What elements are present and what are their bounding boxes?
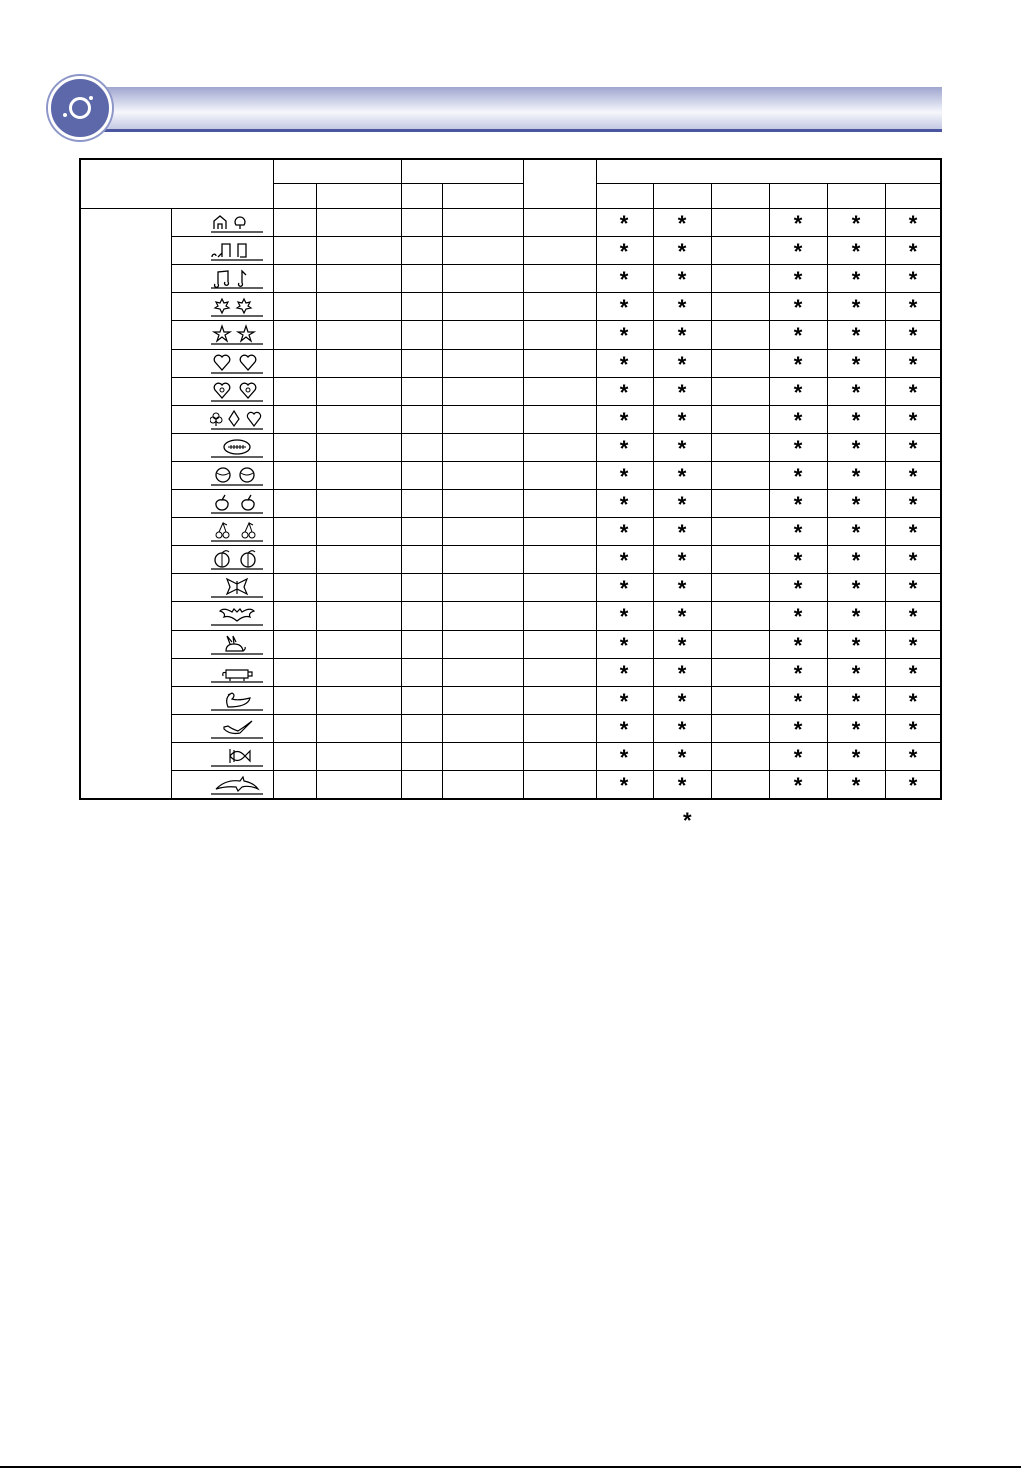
grid-line: [171, 349, 942, 350]
mode-mark: *: [677, 632, 687, 658]
mode-mark: *: [851, 351, 861, 377]
section-header-bar: [62, 87, 942, 132]
mode-mark: *: [793, 576, 803, 602]
mode-mark: *: [677, 267, 687, 293]
grid-line: [171, 320, 942, 321]
mode-mark: *: [677, 379, 687, 405]
mode-mark: *: [908, 688, 918, 714]
bird-icon: [210, 717, 264, 739]
grid-line: [171, 545, 942, 546]
apple-icon: [210, 492, 264, 514]
mode-mark: *: [677, 548, 687, 574]
grid-line: [596, 158, 597, 798]
mode-mark: *: [793, 323, 803, 349]
mode-mark: *: [793, 744, 803, 770]
mode-mark: *: [677, 576, 687, 602]
mode-mark: *: [793, 716, 803, 742]
mode-mark: *: [793, 773, 803, 799]
grid-line: [171, 686, 942, 687]
grid-line: [171, 208, 172, 798]
mode-mark: *: [619, 632, 629, 658]
mode-mark: *: [851, 492, 861, 518]
mode-mark: *: [619, 211, 629, 237]
dolphin-icon: [210, 773, 264, 795]
grid-line: [827, 183, 828, 798]
grid-line: [171, 489, 942, 490]
mode-mark: *: [677, 239, 687, 265]
stitch-pattern-table: [79, 158, 942, 800]
mode-mark: *: [619, 267, 629, 293]
mode-mark: *: [793, 435, 803, 461]
grid-line: [653, 183, 654, 798]
maple-leaf-icon: [210, 295, 264, 317]
grid-line: [171, 742, 942, 743]
grid-line: [171, 461, 942, 462]
mode-mark: *: [677, 323, 687, 349]
mode-mark: *: [619, 492, 629, 518]
mode-mark: *: [851, 323, 861, 349]
mode-mark: *: [619, 688, 629, 714]
bat-icon: [210, 604, 264, 626]
mode-mark: *: [908, 520, 918, 546]
mode-mark: *: [908, 351, 918, 377]
mode-mark: *: [851, 660, 861, 686]
grid-line: [442, 183, 443, 798]
mode-mark: *: [619, 295, 629, 321]
mode-mark: *: [793, 520, 803, 546]
grid-line: [171, 630, 942, 631]
grid-line: [171, 517, 942, 518]
footer-rule: [0, 1466, 1021, 1468]
grid-line: [171, 264, 942, 265]
grid-line: [171, 770, 942, 771]
mode-mark: *: [619, 407, 629, 433]
mode-mark: *: [908, 660, 918, 686]
mode-mark: *: [851, 435, 861, 461]
grid-line: [171, 658, 942, 659]
music-notes-icon: [210, 267, 264, 289]
mode-mark: *: [677, 463, 687, 489]
mode-mark: *: [677, 688, 687, 714]
mode-mark: *: [793, 379, 803, 405]
mode-mark: *: [908, 407, 918, 433]
mode-mark: *: [619, 604, 629, 630]
baseball-icon: [210, 464, 264, 486]
swan-icon: [210, 689, 264, 711]
mode-mark: *: [908, 463, 918, 489]
peach-icon: [210, 548, 264, 570]
grid-line: [769, 183, 770, 798]
mode-mark: *: [793, 239, 803, 265]
heart-flower-icon: [210, 380, 264, 402]
mode-mark: *: [677, 492, 687, 518]
mode-mark: *: [619, 716, 629, 742]
mode-mark: *: [793, 211, 803, 237]
mode-mark: *: [793, 492, 803, 518]
mode-mark: *: [851, 463, 861, 489]
mode-mark: *: [677, 773, 687, 799]
mode-mark: *: [851, 548, 861, 574]
grid-line: [885, 183, 886, 798]
mode-mark: *: [793, 407, 803, 433]
mode-mark: *: [677, 716, 687, 742]
grid-line: [79, 208, 942, 209]
mode-mark: *: [793, 267, 803, 293]
mode-mark: *: [851, 211, 861, 237]
mode-mark: *: [851, 576, 861, 602]
mode-mark: *: [908, 379, 918, 405]
mode-mark: *: [619, 323, 629, 349]
mode-mark: *: [793, 295, 803, 321]
mode-mark: *: [677, 435, 687, 461]
mode-mark: *: [908, 744, 918, 770]
grid-line: [171, 236, 942, 237]
cherries-icon: [210, 520, 264, 542]
mode-mark: *: [619, 463, 629, 489]
mode-mark: *: [851, 716, 861, 742]
mode-mark: *: [908, 435, 918, 461]
mode-mark: *: [851, 267, 861, 293]
football-icon: [210, 436, 264, 458]
mode-mark: *: [908, 576, 918, 602]
mode-mark: *: [677, 520, 687, 546]
mode-mark: *: [908, 323, 918, 349]
grid-line: [171, 433, 942, 434]
mode-mark: *: [677, 295, 687, 321]
grid-line: [273, 158, 274, 798]
mode-mark: *: [851, 520, 861, 546]
mode-mark: *: [908, 548, 918, 574]
mode-mark: *: [619, 744, 629, 770]
pig-icon: [210, 661, 264, 683]
grid-line: [171, 292, 942, 293]
mode-mark: *: [851, 773, 861, 799]
grid-line: [171, 601, 942, 602]
boots-icon: [210, 239, 264, 261]
grid-line: [171, 405, 942, 406]
mode-mark: [728, 770, 752, 802]
mode-mark: *: [619, 660, 629, 686]
mode-mark: *: [851, 744, 861, 770]
grid-line: [711, 183, 712, 798]
mode-mark: *: [677, 604, 687, 630]
mode-mark: *: [851, 632, 861, 658]
butterfly-icon: [210, 576, 264, 598]
mode-mark: *: [619, 351, 629, 377]
mode-mark: *: [677, 744, 687, 770]
mode-mark: *: [619, 548, 629, 574]
grid-line: [171, 573, 942, 574]
grid-line: [171, 377, 942, 378]
mode-mark: *: [908, 239, 918, 265]
fish-icon: [210, 745, 264, 767]
grid-line: [273, 183, 523, 184]
heart-icon: [210, 352, 264, 374]
house-tree-icon: [210, 211, 264, 233]
mode-mark: *: [793, 688, 803, 714]
mode-mark: *: [793, 604, 803, 630]
mode-mark: *: [793, 632, 803, 658]
mode-mark: *: [908, 267, 918, 293]
mode-mark: *: [908, 604, 918, 630]
mode-mark: *: [619, 520, 629, 546]
mode-mark: *: [793, 548, 803, 574]
mode-mark: *: [851, 239, 861, 265]
mode-mark: *: [851, 379, 861, 405]
mode-mark: *: [908, 492, 918, 518]
mode-mark: *: [851, 688, 861, 714]
grid-line: [171, 714, 942, 715]
mode-mark: *: [908, 632, 918, 658]
mode-mark: *: [793, 351, 803, 377]
mode-mark: *: [851, 407, 861, 433]
mode-mark: *: [619, 576, 629, 602]
star-icon: [210, 323, 264, 345]
mode-mark: *: [908, 716, 918, 742]
footnote-mark: *: [683, 808, 692, 833]
mode-mark: *: [851, 295, 861, 321]
mode-mark: *: [908, 295, 918, 321]
card-suits-icon: [210, 408, 264, 430]
mode-mark: *: [793, 463, 803, 489]
grid-line: [523, 158, 524, 798]
mode-mark: *: [908, 211, 918, 237]
mode-mark: *: [619, 435, 629, 461]
mode-mark: *: [677, 407, 687, 433]
mode-mark: *: [851, 604, 861, 630]
mode-mark: *: [619, 773, 629, 799]
grid-line: [316, 183, 317, 798]
mode-mark: *: [908, 773, 918, 799]
mode-mark: *: [793, 660, 803, 686]
mode-mark: *: [619, 379, 629, 405]
mode-mark: *: [619, 239, 629, 265]
mode-mark: *: [677, 351, 687, 377]
rabbit-icon: [210, 633, 264, 655]
disc-icon: [48, 76, 112, 140]
mode-mark: *: [677, 211, 687, 237]
grid-line: [401, 158, 402, 798]
mode-mark: *: [677, 660, 687, 686]
